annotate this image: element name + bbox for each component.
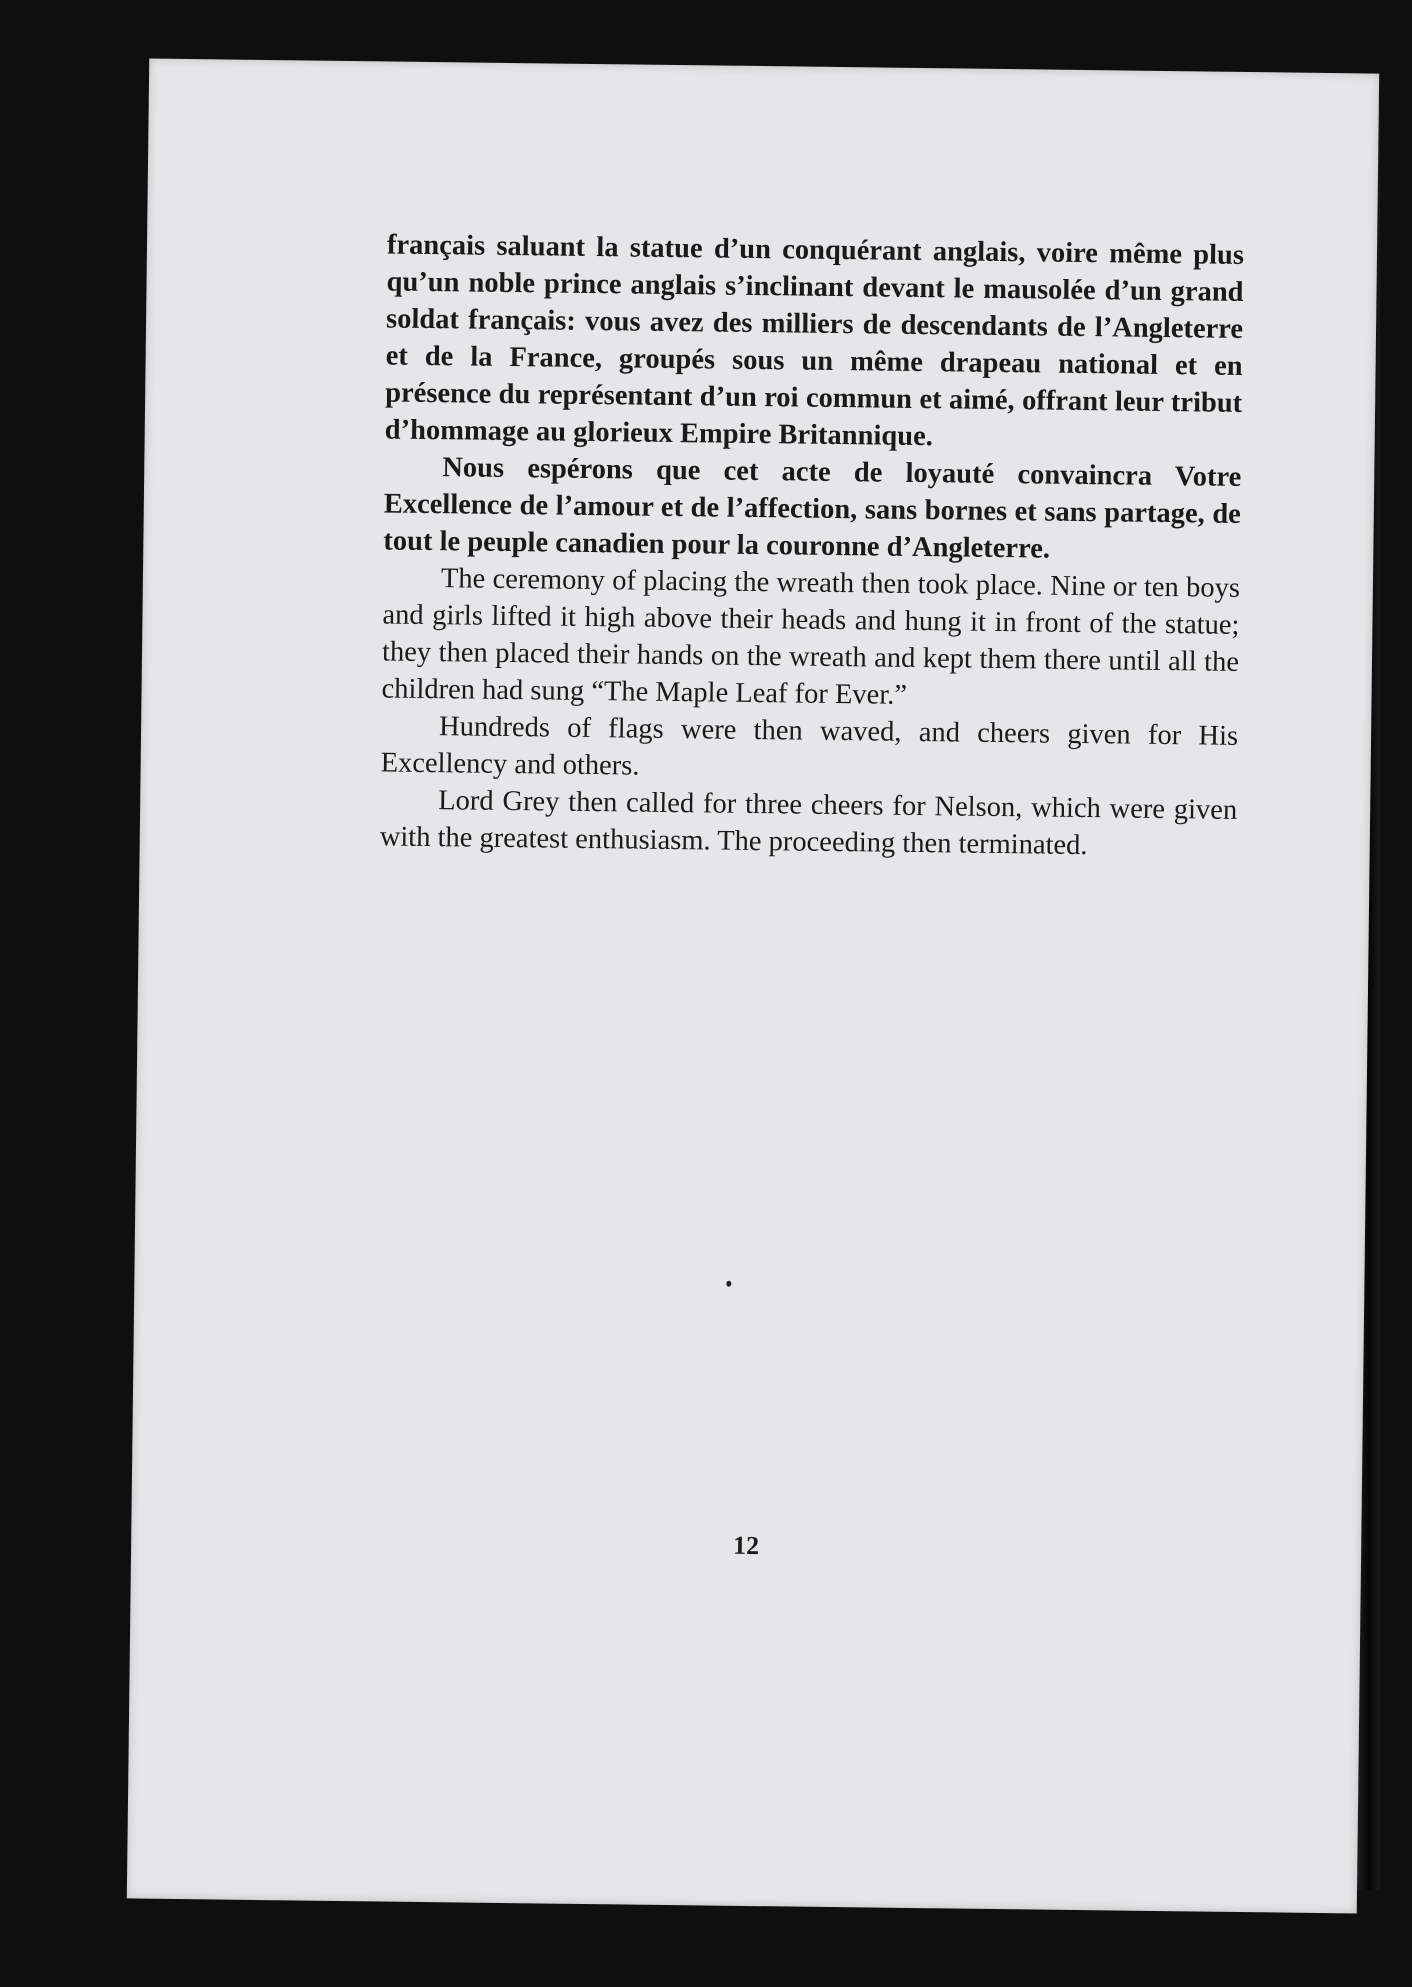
- page-number: 12: [732, 1530, 760, 1561]
- paragraph-5: Lord Grey then called for three cheers for Nelson, which were given with the greatest enthusiasm. The proceeding then terminated.: [379, 785, 1238, 862]
- paragraph-2: Nous espérons que cet acte de loyauté convaincra Votre Excellence de l’amour et de l’affection, sans bornes et sans partage, de tout le peuple canadien pour la couronne d’Angleterre.: [383, 452, 1242, 565]
- paragraph-1: français saluant la statue d’un conquérant anglais, voire même plus qu’un noble prince anglais s’inclinant devant le mausolée d’un grand soldat français: vous avez des milliers de descendants de l’Angleterre et de la France, groupés sous un même drapeau national et en présence du représentant d’un roi commun et aimé, offrant leur tribut d’hommage au glorieux Empire Britannique.: [384, 229, 1245, 453]
- paragraph-4: Hundreds of flags were then waved, and cheers given for His Excellency and others.: [380, 711, 1239, 782]
- paragraph-3: The ceremony of placing the wreath then took place. Nine or ten boys and girls lifted it high above their heads and hung it in front of the statue; they then placed their hands on the wreath and kept them there until all the children had sung “The Maple Leaf for Ever.”: [381, 563, 1241, 711]
- body-text: [380, 226, 1245, 865]
- ink-speck: [726, 1281, 731, 1287]
- book-page: [127, 59, 1379, 1914]
